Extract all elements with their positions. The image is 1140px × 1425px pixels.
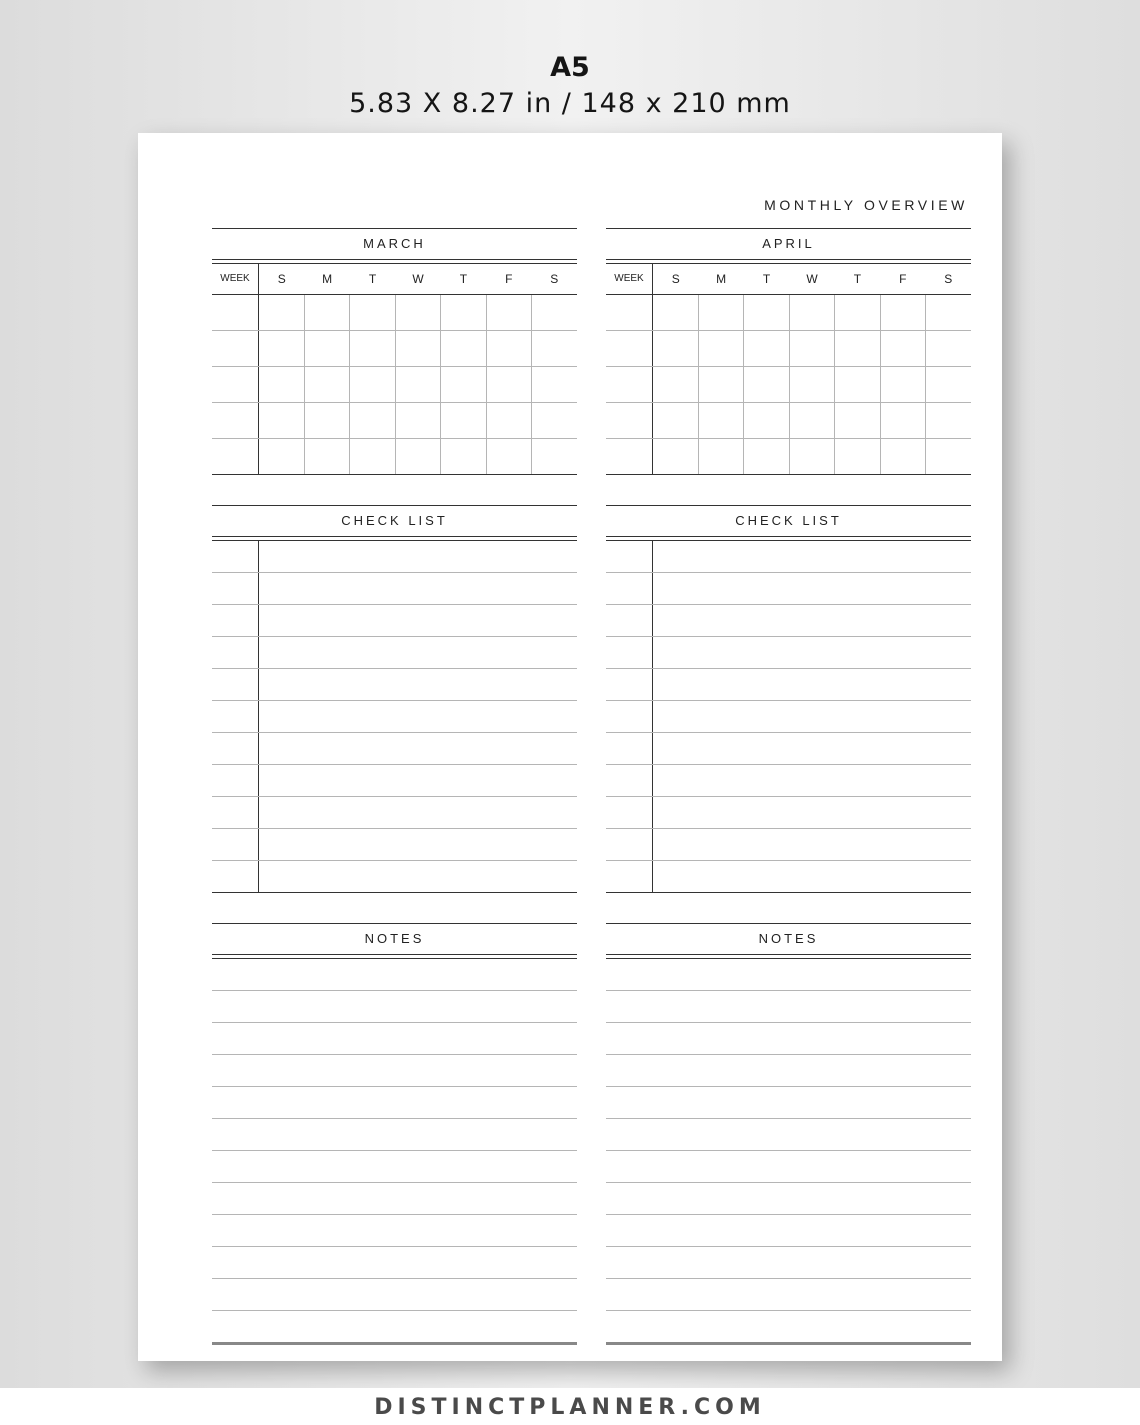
checklist-item-line[interactable] (653, 861, 971, 892)
checkbox-cell[interactable] (606, 637, 653, 668)
checklist-row (606, 701, 971, 733)
note-line[interactable] (212, 1119, 577, 1151)
calendar-header (212, 264, 577, 295)
day-cell[interactable] (487, 295, 533, 330)
day-cell[interactable] (350, 295, 396, 330)
checkbox-cell[interactable] (606, 541, 653, 572)
day-cell[interactable] (881, 403, 927, 438)
week-number-cell[interactable] (606, 367, 653, 402)
note-line[interactable] (606, 1215, 971, 1247)
day-cell[interactable] (305, 331, 351, 366)
day-cell[interactable] (790, 331, 836, 366)
note-line[interactable] (606, 1279, 971, 1311)
checkbox-cell[interactable] (606, 669, 653, 700)
checklist-item-line[interactable] (259, 733, 577, 764)
calendar-week-row (212, 331, 577, 367)
day-cell[interactable] (532, 367, 577, 402)
checklist (212, 541, 577, 893)
day-cell[interactable] (653, 331, 699, 366)
checklist-title: CHECK LIST (735, 513, 842, 528)
checklist-item-line[interactable] (653, 541, 971, 572)
day-cell[interactable] (305, 439, 351, 474)
calendar-week-row (212, 439, 577, 475)
checkbox-cell[interactable] (212, 829, 259, 860)
day-cell[interactable] (835, 331, 881, 366)
checkbox-cell[interactable] (606, 861, 653, 892)
checkbox-cell[interactable] (606, 733, 653, 764)
note-line[interactable] (212, 1215, 577, 1247)
checklist-row (606, 573, 971, 605)
day-cell[interactable] (835, 367, 881, 402)
calendar-week-row (212, 403, 577, 439)
day-cell[interactable] (305, 367, 351, 402)
weekday-label: W (806, 272, 818, 286)
note-line[interactable] (212, 991, 577, 1023)
calendar-week-row (606, 295, 971, 331)
note-line[interactable] (212, 1279, 577, 1311)
month-title: MARCH (363, 236, 426, 251)
note-line[interactable] (606, 1119, 971, 1151)
day-cell[interactable] (653, 367, 699, 402)
day-cell[interactable] (835, 439, 881, 474)
note-line[interactable] (212, 1151, 577, 1183)
day-cell[interactable] (699, 403, 745, 438)
day-cell[interactable] (744, 331, 790, 366)
note-line[interactable] (212, 1023, 577, 1055)
checkbox-cell[interactable] (606, 605, 653, 636)
checkbox-cell[interactable] (212, 605, 259, 636)
month-column-march (212, 228, 577, 1345)
checkbox-cell[interactable] (212, 541, 259, 572)
checklist-row (606, 669, 971, 701)
checklist-row (212, 829, 577, 861)
day-cell[interactable] (350, 439, 396, 474)
week-number-cell[interactable] (606, 331, 653, 366)
day-cell[interactable] (835, 295, 881, 330)
week-number-cell[interactable] (212, 439, 259, 474)
day-cell[interactable] (259, 439, 305, 474)
checklist-row (212, 701, 577, 733)
checkbox-cell[interactable] (212, 861, 259, 892)
day-cell[interactable] (653, 295, 699, 330)
weekday-label: S (550, 272, 559, 286)
weekday-label: T (762, 272, 771, 286)
day-cell[interactable] (487, 439, 533, 474)
month-title: APRIL (762, 236, 815, 251)
calendar-week-row (606, 439, 971, 475)
day-cell[interactable] (744, 367, 790, 402)
week-number-cell[interactable] (606, 439, 653, 474)
checklist-row (606, 861, 971, 893)
day-cell[interactable] (441, 439, 487, 474)
day-cell[interactable] (350, 367, 396, 402)
checklist-row (212, 605, 577, 637)
day-cell[interactable] (881, 367, 927, 402)
day-cell[interactable] (790, 367, 836, 402)
checklist-row (212, 541, 577, 573)
day-cell[interactable] (744, 403, 790, 438)
checkbox-cell[interactable] (606, 765, 653, 796)
checkbox-cell[interactable] (606, 701, 653, 732)
notes-title: NOTES (758, 931, 819, 946)
week-number-cell[interactable] (212, 367, 259, 402)
day-cell[interactable] (926, 439, 971, 474)
day-cell[interactable] (259, 295, 305, 330)
checklist-row (606, 765, 971, 797)
note-line[interactable] (212, 1247, 577, 1279)
day-cell[interactable] (532, 295, 577, 330)
checkbox-cell[interactable] (212, 669, 259, 700)
notes-lines (606, 959, 971, 1345)
note-line[interactable] (606, 1183, 971, 1215)
month-column-april (606, 228, 971, 1345)
note-line[interactable] (212, 1055, 577, 1087)
week-number-cell[interactable] (212, 295, 259, 330)
checkbox-cell[interactable] (212, 701, 259, 732)
weekday-label: T (459, 272, 468, 286)
day-cell[interactable] (396, 439, 442, 474)
checklist-item-line[interactable] (653, 829, 971, 860)
weekday-label: S (671, 272, 680, 286)
weekday-label: F (899, 272, 907, 286)
checklist-item-line[interactable] (259, 669, 577, 700)
checklist-item-line[interactable] (259, 797, 577, 828)
weekday-label: S (944, 272, 953, 286)
calendar-week-row (212, 295, 577, 331)
checkbox-cell[interactable] (212, 733, 259, 764)
checklist-item-line[interactable] (259, 637, 577, 668)
checklist-item-line[interactable] (259, 765, 577, 796)
section-spacer (212, 475, 577, 505)
note-line[interactable] (606, 991, 971, 1023)
day-cell[interactable] (259, 367, 305, 402)
calendar-header (606, 264, 971, 295)
checklist-item-line[interactable] (259, 541, 577, 572)
day-cell[interactable] (305, 403, 351, 438)
day-cell[interactable] (396, 367, 442, 402)
checklist-row (212, 797, 577, 829)
checklist-item-line[interactable] (653, 797, 971, 828)
weekday-label: T (853, 272, 862, 286)
paper-dimensions-label: 5.83 X 8.27 in / 148 x 210 mm (349, 88, 791, 119)
day-cell[interactable] (699, 439, 745, 474)
note-line[interactable] (212, 1311, 577, 1345)
calendar-week-row (606, 367, 971, 403)
checklist-item-line[interactable] (259, 701, 577, 732)
note-line[interactable] (606, 1055, 971, 1087)
week-number-cell[interactable] (212, 403, 259, 438)
checklist-row (212, 765, 577, 797)
checkbox-cell[interactable] (212, 797, 259, 828)
day-cell[interactable] (487, 331, 533, 366)
checkbox-cell[interactable] (212, 637, 259, 668)
checkbox-cell[interactable] (606, 797, 653, 828)
note-line[interactable] (606, 1311, 971, 1345)
day-cell[interactable] (881, 331, 927, 366)
weekday-label: S (277, 272, 286, 286)
checklist-item-line[interactable] (259, 573, 577, 604)
calendar-grid (606, 264, 971, 475)
calendar-grid (212, 264, 577, 475)
section-spacer (606, 475, 971, 505)
checkbox-cell[interactable] (212, 573, 259, 604)
day-cell[interactable] (396, 331, 442, 366)
checklist-item-line[interactable] (259, 861, 577, 892)
note-line[interactable] (212, 959, 577, 991)
checklist-row (606, 605, 971, 637)
checklist-row (212, 733, 577, 765)
day-cell[interactable] (926, 331, 971, 366)
notes-title: NOTES (364, 931, 425, 946)
checklist-row (606, 733, 971, 765)
day-cell[interactable] (699, 295, 745, 330)
weekday-label: F (505, 272, 513, 286)
note-line[interactable] (606, 1023, 971, 1055)
day-cell[interactable] (881, 439, 927, 474)
note-line[interactable] (606, 1151, 971, 1183)
day-cell[interactable] (744, 439, 790, 474)
calendar-week-row (606, 403, 971, 439)
week-number-cell[interactable] (212, 331, 259, 366)
checkbox-cell[interactable] (212, 765, 259, 796)
checklist-row (212, 637, 577, 669)
footer-website: DISTINCTPLANNER.COM (374, 1395, 766, 1420)
calendar-week-row (606, 331, 971, 367)
notes-lines (212, 959, 577, 1345)
checklist-item-line[interactable] (259, 829, 577, 860)
checklist-title: CHECK LIST (341, 513, 448, 528)
day-cell[interactable] (699, 331, 745, 366)
checklist-item-line[interactable] (653, 669, 971, 700)
section-spacer (212, 893, 577, 923)
day-cell[interactable] (441, 403, 487, 438)
note-line[interactable] (606, 1247, 971, 1279)
day-cell[interactable] (487, 367, 533, 402)
checklist-row (606, 541, 971, 573)
paper-size-label: A5 (550, 52, 590, 83)
checklist-item-line[interactable] (653, 637, 971, 668)
checklist-item-line[interactable] (653, 605, 971, 636)
day-cell[interactable] (532, 403, 577, 438)
checklist-row (212, 573, 577, 605)
weekday-label: W (412, 272, 424, 286)
checklist-row (606, 637, 971, 669)
day-cell[interactable] (790, 295, 836, 330)
planner-sheet (138, 133, 1002, 1361)
day-cell[interactable] (653, 403, 699, 438)
day-cell[interactable] (790, 403, 836, 438)
section-spacer (606, 893, 971, 923)
day-cell[interactable] (881, 295, 927, 330)
day-cell[interactable] (744, 295, 790, 330)
day-cell[interactable] (305, 295, 351, 330)
day-cell[interactable] (790, 439, 836, 474)
checklist-item-line[interactable] (653, 573, 971, 604)
day-cell[interactable] (396, 295, 442, 330)
weekday-label: M (322, 272, 333, 286)
week-number-cell[interactable] (606, 403, 653, 438)
week-column-label: WEEK (212, 264, 259, 294)
day-cell[interactable] (441, 295, 487, 330)
checklist-row (606, 797, 971, 829)
week-column-label: WEEK (606, 264, 653, 294)
weekday-label: M (716, 272, 727, 286)
day-cell[interactable] (532, 331, 577, 366)
day-cell[interactable] (441, 331, 487, 366)
day-cell[interactable] (350, 331, 396, 366)
day-cell[interactable] (532, 439, 577, 474)
checkbox-cell[interactable] (606, 573, 653, 604)
checkbox-cell[interactable] (606, 829, 653, 860)
note-line[interactable] (212, 1087, 577, 1119)
weekday-label: T (368, 272, 377, 286)
day-cell[interactable] (926, 403, 971, 438)
checklist-item-line[interactable] (653, 765, 971, 796)
day-cell[interactable] (699, 367, 745, 402)
day-cell[interactable] (926, 295, 971, 330)
checklist-row (606, 829, 971, 861)
day-cell[interactable] (441, 367, 487, 402)
checklist (606, 541, 971, 893)
checklist-item-line[interactable] (653, 701, 971, 732)
checklist-item-line[interactable] (259, 605, 577, 636)
day-cell[interactable] (653, 439, 699, 474)
day-cell[interactable] (396, 403, 442, 438)
day-cell[interactable] (350, 403, 396, 438)
note-line[interactable] (606, 959, 971, 991)
checklist-item-line[interactable] (653, 733, 971, 764)
day-cell[interactable] (835, 403, 881, 438)
day-cell[interactable] (487, 403, 533, 438)
note-line[interactable] (606, 1087, 971, 1119)
day-cell[interactable] (259, 331, 305, 366)
note-line[interactable] (212, 1183, 577, 1215)
calendar-week-row (212, 367, 577, 403)
day-cell[interactable] (259, 403, 305, 438)
page-title: MONTHLY OVERVIEW (764, 197, 968, 213)
checklist-row (212, 669, 577, 701)
day-cell[interactable] (926, 367, 971, 402)
checklist-row (212, 861, 577, 893)
week-number-cell[interactable] (606, 295, 653, 330)
